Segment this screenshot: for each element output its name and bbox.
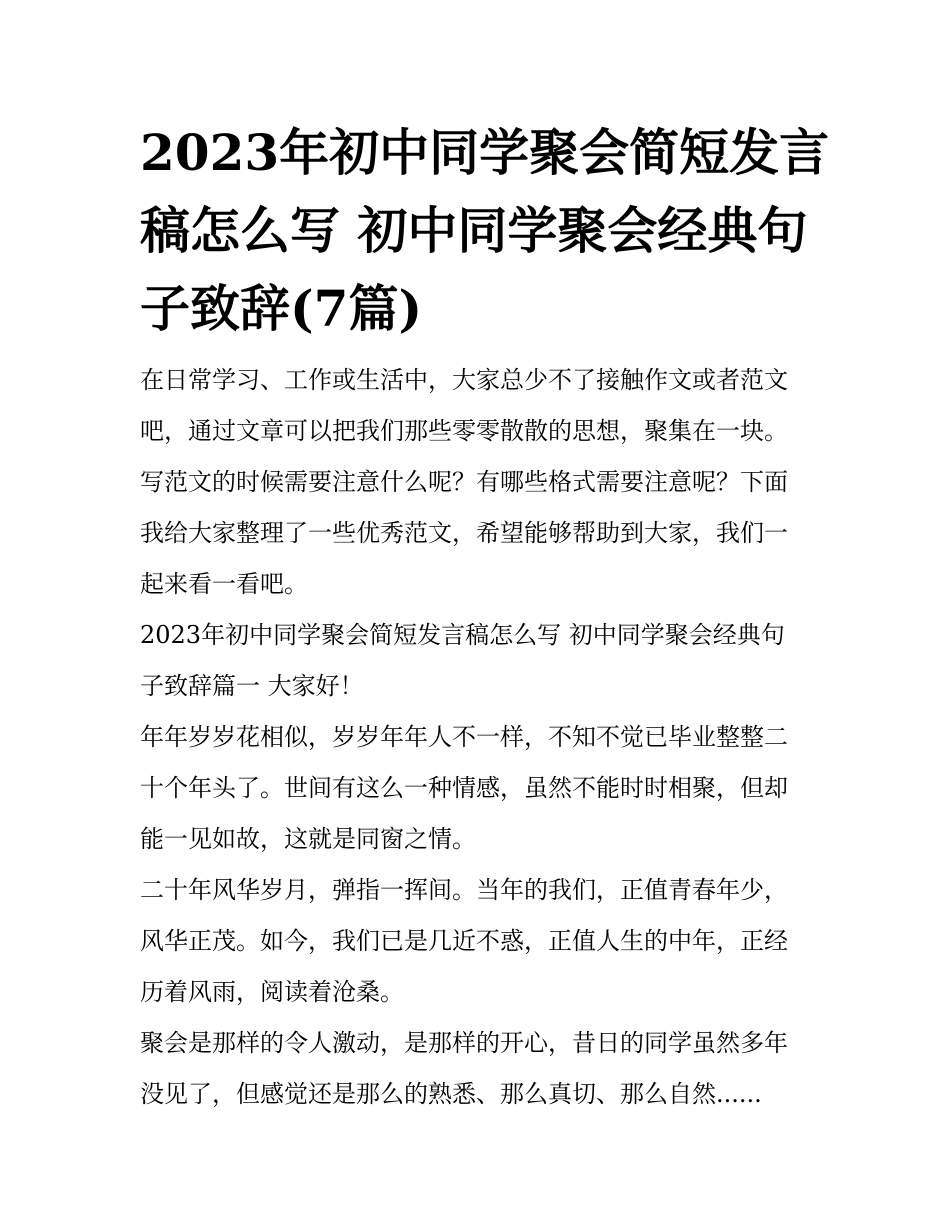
body-line-9: 十个年头了。世间有这么一种情感，虽然不能时时相聚，但却 xyxy=(140,774,788,802)
body-line-5: 起来看一看吧。 xyxy=(140,570,308,598)
body-line-1: 在日常学习、工作或生活中，大家总少不了接触作文或者范文 xyxy=(140,366,788,394)
body-line-12: 风华正茂。如今，我们已是几近不惑，正值人生的中年，正经 xyxy=(140,927,788,955)
body-line-7: 子致辞篇一 大家好！ xyxy=(140,672,364,700)
body-line-6: 2023年初中同学聚会简短发言稿怎么写 初中同学聚会经典句 xyxy=(140,621,785,649)
body-line-14: 聚会是那样的令人激动，是那样的开心，昔日的同学虽然多年 xyxy=(140,1029,788,1057)
title-line-2: 稿怎么写 初中同学聚会经典句 xyxy=(140,201,808,260)
body-line-2: 吧，通过文章可以把我们那些零零散散的思想，聚集在一块。 xyxy=(140,417,788,445)
title-line-1: 2023年初中同学聚会简短发言 xyxy=(140,123,830,182)
body-line-10: 能一见如故，这就是同窗之情。 xyxy=(140,825,476,853)
body-line-8: 年年岁岁花相似，岁岁年年人不一样，不知不觉已毕业整整二 xyxy=(140,723,788,751)
document-title xyxy=(140,114,830,348)
body-line-13: 历着风雨，阅读着沧桑。 xyxy=(140,978,404,1006)
body-line-11: 二十年风华岁月，弹指一挥间。当年的我们，正值青春年少， xyxy=(140,876,788,904)
body-line-15: 没见了，但感觉还是那么的熟悉、那么真切、那么自然...... xyxy=(140,1080,762,1108)
body-line-3: 写范文的时候需要注意什么呢？有哪些格式需要注意呢？下面 xyxy=(140,468,788,496)
document-body xyxy=(140,355,820,1120)
body-line-4: 我给大家整理了一些优秀范文，希望能够帮助到大家，我们一 xyxy=(140,519,788,547)
title-line-3: 子致辞(7篇) xyxy=(140,279,423,338)
